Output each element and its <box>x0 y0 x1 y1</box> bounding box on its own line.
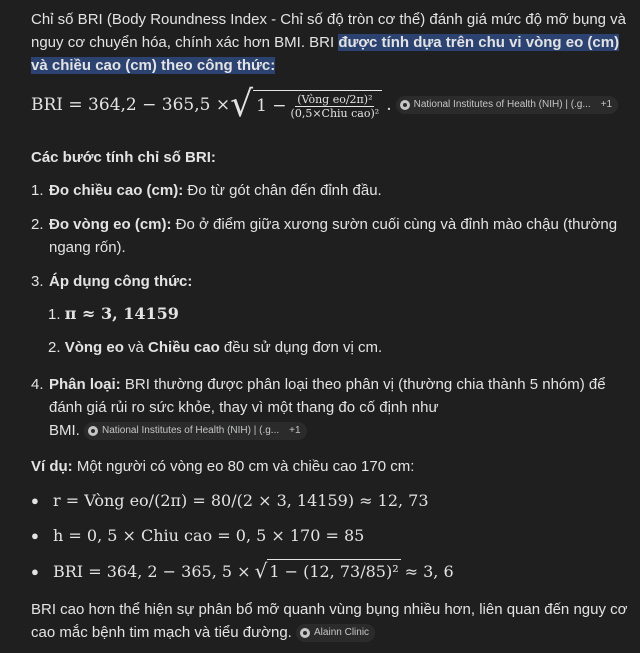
fraction: $\frac{\text{(Vòng eo/2π)²}}{\text{(0,5×Chiu cao)²}}$ <box>290 93 380 120</box>
step-4: 4. Phân loại: BRI thường được phân loại theo phân vị (thường chia thành 5 nhóm) để đánh giá rủi ro sức khỏe, thay vì một thang đo cố định như BMI. National Institutes of Health (NIH) | (.g... +1 <box>31 376 606 439</box>
bullet-height: ● h = 0, 5 × Chiu cao = 0, 5 × 170 = 85 <box>31 526 365 545</box>
example-paragraph: Ví dụ: Một người có vòng eo 80 cm và chiều cao 170 cm: <box>31 458 415 475</box>
steps-heading: Các bước tính chỉ số BRI: <box>31 149 216 166</box>
step-3: 3. Áp dụng công thức: <box>31 273 193 290</box>
bullet-radius: ● r = Vòng eo/(2π) = 80/(2 × 3, 14159) ≈ 12, 73 <box>31 491 429 510</box>
intro-paragraph: Chỉ số BRI (Body Roundness Index - Chỉ số độ tròn cơ thể) đánh giá mức độ mỡ bụng và nguy cơ chuyển hóa, chính xác hơn BMI. BRI được tính dựa trên chu vi vòng eo (cm) và chiều cao (cm) theo công thức: <box>31 11 627 74</box>
source-icon <box>300 628 310 638</box>
substep-2: 2. Vòng eo và Chiều cao đều sử dụng đơn vị cm. <box>48 339 383 356</box>
bullet-bri: ● BRI = 364, 2 − 365, 5 × √ 1 − (12, 73/85)² ≈ 3, 6 <box>31 559 454 583</box>
step-2: 2. Đo vòng eo (cm): Đo ở điểm giữa xương sườn cuối cùng và đỉnh mào chậu (thường ngang rốn). <box>31 216 618 256</box>
source-chip-nih[interactable]: National Institutes of Health (NIH) | (.g... +1 <box>396 96 619 114</box>
substep-1: 1. π ≈ 3, 14159 <box>48 304 179 323</box>
source-chip-nih-2[interactable]: National Institutes of Health (NIH) | (.g... +1 <box>84 422 307 440</box>
square-root: √ 1 − (12, 73/85)² <box>254 559 399 583</box>
source-icon <box>400 100 410 110</box>
source-chip-alainn[interactable]: Alainn Clinic <box>296 624 375 642</box>
step-1: 1. Đo chiều cao (cm): Đo từ gót chân đến đỉnh đầu. <box>31 182 382 199</box>
square-root: √ 1 − $\frac{\text{(Vòng eo/2π)²}}{\text{(0,5×Chiu cao)²}}$ <box>230 87 382 123</box>
highlighted-text: được tính dựa trên chu vi vòng eo (cm) và chiều cao (cm) theo công thức: <box>31 34 620 74</box>
bri-formula: BRI = 364,2 − 365,5 × √ 1 − $\frac{\text{(Vòng eo/2π)²}}{\text{(0,5×Chiu cao)²}}$ . National Institutes of Health (NIH) | (.g... +1 <box>31 80 618 130</box>
conclusion-paragraph: BRI cao hơn thể hiện sự phân bổ mỡ quanh vùng bụng nhiều hơn, liên quan đến nguy cơ cao mắc bệnh tim mạch và tiểu đường. Alainn Clinic <box>31 601 628 641</box>
source-icon <box>88 426 98 436</box>
